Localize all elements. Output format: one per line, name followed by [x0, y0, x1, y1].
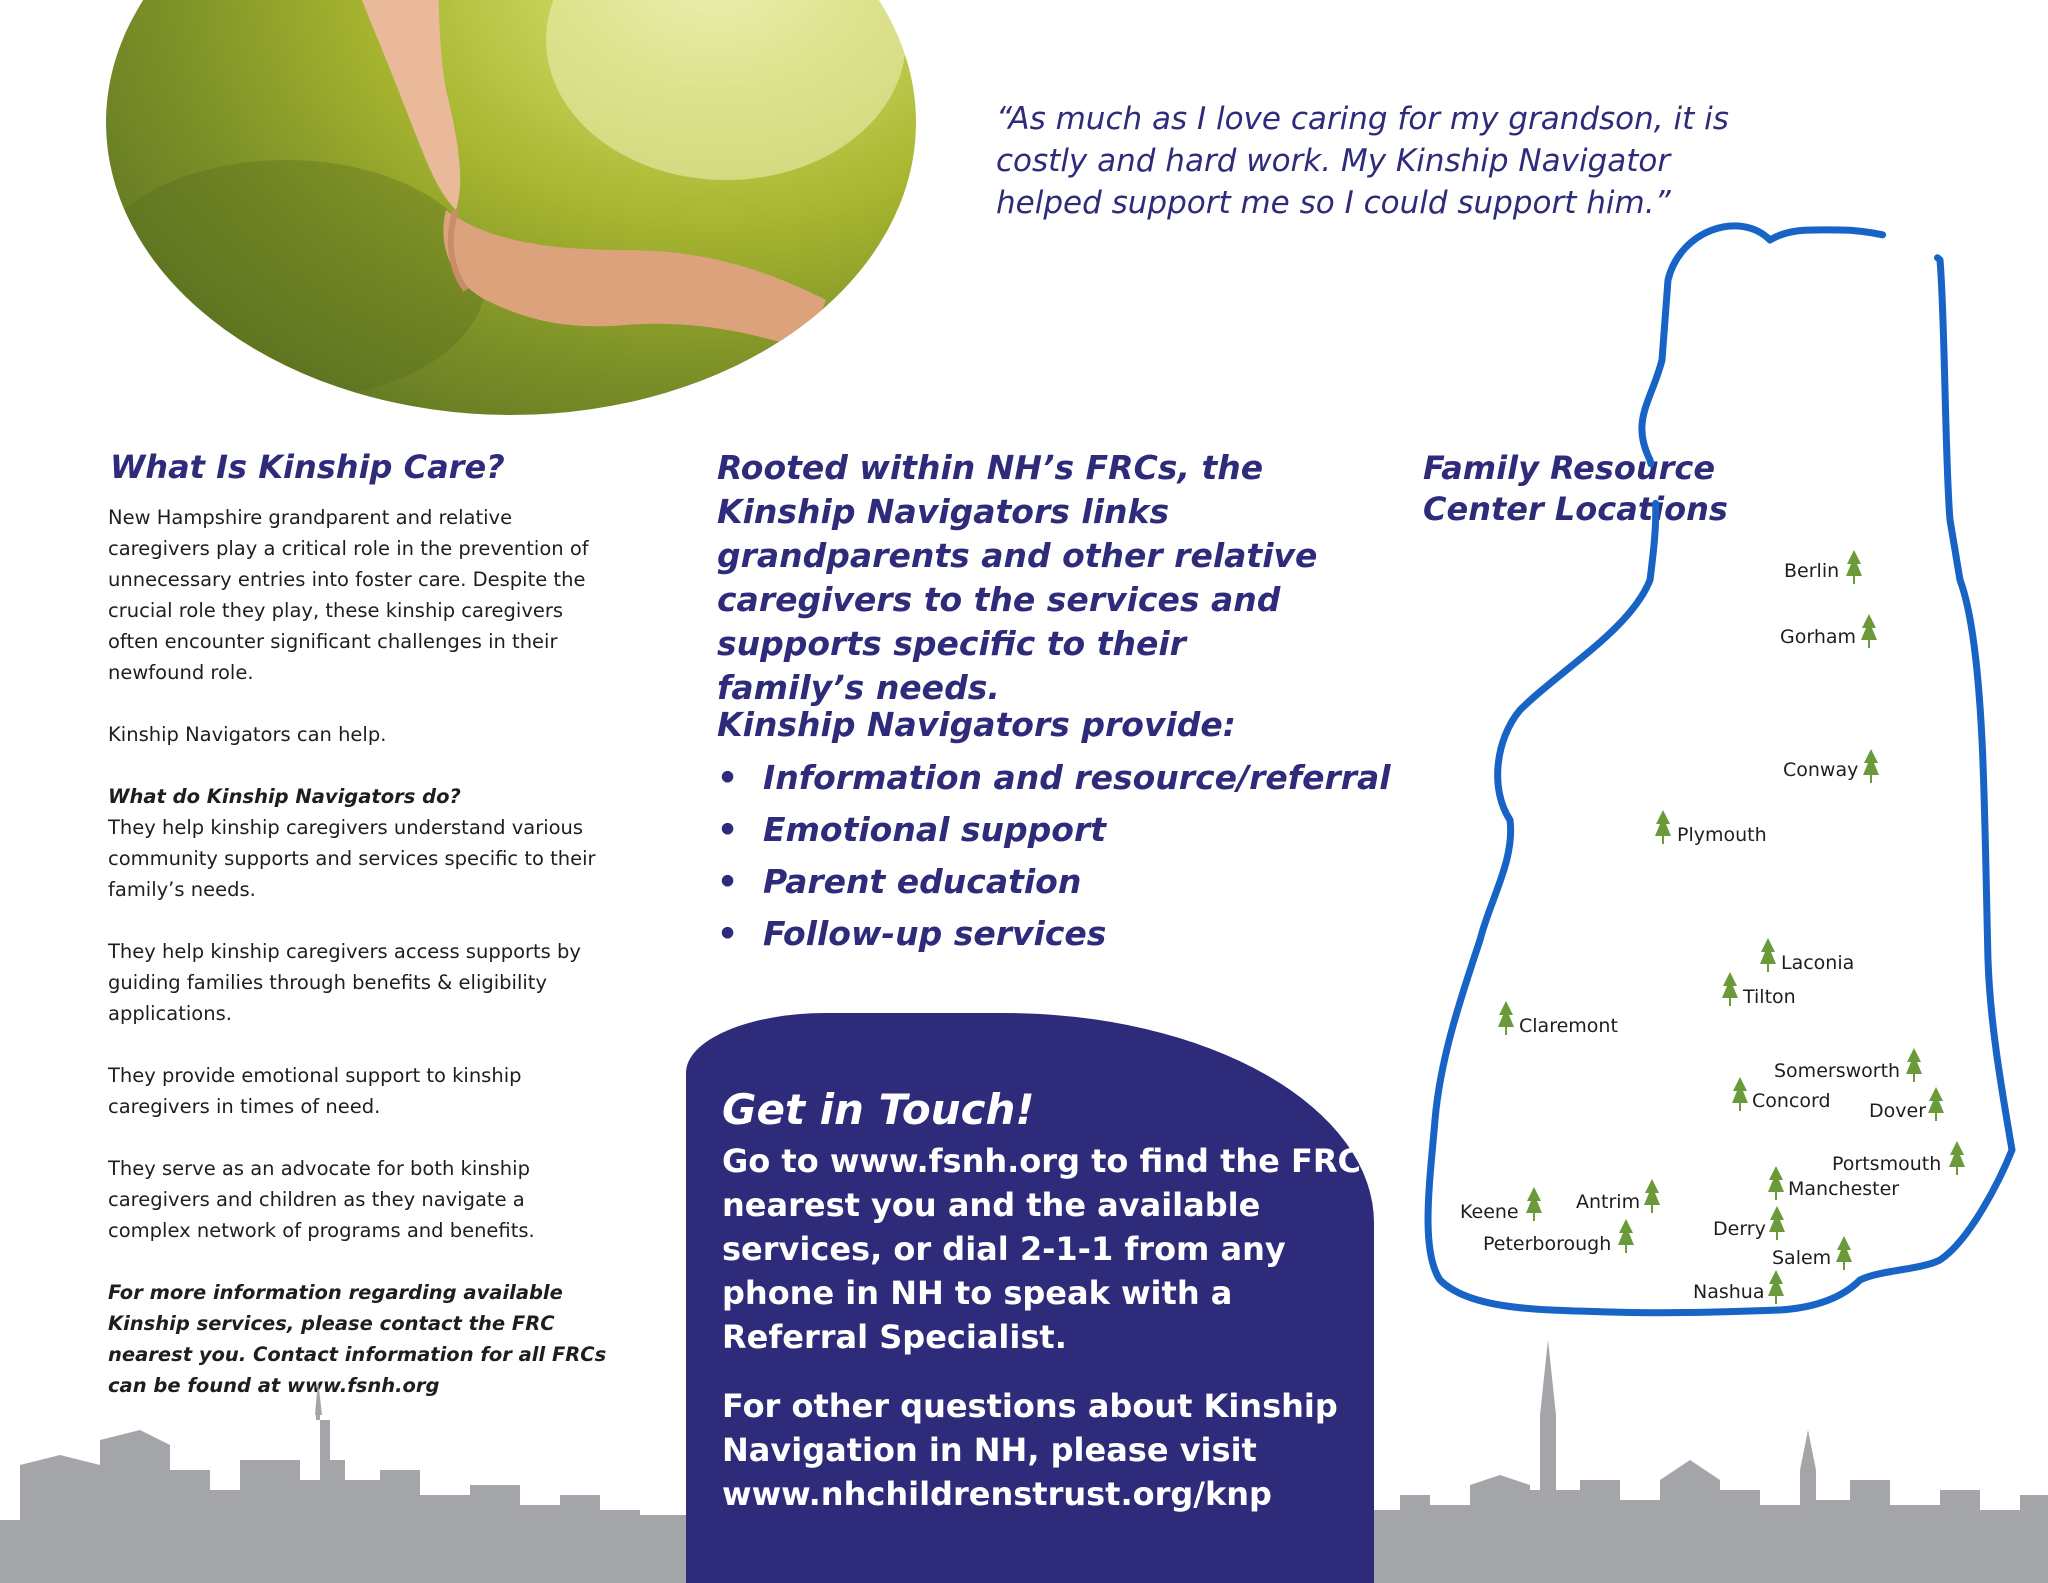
city-label-tilton: Tilton — [1743, 986, 1796, 1008]
city-label-salem: Salem — [1772, 1247, 1832, 1269]
tree-icon — [1525, 1187, 1543, 1221]
tree-icon — [1927, 1087, 1945, 1121]
list-item: • Emotional support — [717, 804, 1391, 856]
tree-icon — [1768, 1206, 1786, 1240]
tree-icon — [1835, 1236, 1853, 1270]
list-item: • Information and resource/referral — [717, 752, 1391, 804]
navigators-intro: Rooted within NH’s FRCs, the Kinship Navigators links grandparents and other relative caregivers to the services and supports specific to their family’s needs. — [717, 448, 1318, 707]
city-label-manchester: Manchester — [1788, 1178, 1900, 1200]
city-label-plymouth: Plymouth — [1677, 824, 1767, 846]
tree-icon — [1497, 1001, 1515, 1035]
other-questions-text: For other questions about Kinship Navigation in NH, please visit www.nhchildrenstrust.org/knp — [722, 1387, 1338, 1513]
tree-icon — [1860, 614, 1878, 648]
city-label-peterborough: Peterborough — [1483, 1233, 1612, 1255]
tree-icon — [1845, 550, 1863, 584]
question-heading: What do Kinship Navigators do? — [108, 785, 461, 808]
tree-icon — [1767, 1166, 1785, 1200]
city-label-berlin: Berlin — [1784, 560, 1840, 582]
kinship-care-heading: What Is Kinship Care? — [110, 448, 505, 486]
tree-icon — [1617, 1219, 1635, 1253]
tree-icon — [1759, 938, 1777, 972]
paragraph-advocate: They serve as an advocate for both kinship caregivers and children as they navigate a complex network of programs and benefits. — [108, 1157, 535, 1242]
testimonial-quote: “As much as I love caring for my grandson, it is costly and hard work. My Kinship Navigator helped support me so I could support him.” — [996, 101, 1729, 221]
tree-icon — [1767, 1270, 1785, 1304]
hands-photo — [106, 0, 916, 415]
tree-icon — [1731, 1077, 1749, 1111]
paragraph-understand: They help kinship caregivers understand various community supports and services specific to their family’s needs. — [108, 816, 596, 901]
list-item: • Follow-up services — [717, 908, 1391, 960]
city-label-somersworth: Somersworth — [1774, 1060, 1901, 1082]
city-label-gorham: Gorham — [1780, 626, 1857, 648]
tree-icon — [1905, 1048, 1923, 1082]
more-info-note: For more information regarding available Kinship services, please contact the FRC nearest you. Contact information for all FRCs can be found at www.fsnh.org — [108, 1281, 607, 1397]
city-label-antrim: Antrim — [1576, 1191, 1641, 1213]
list-item: • Parent education — [717, 856, 1391, 908]
get-in-touch-title: Get in Touch! — [722, 1085, 1035, 1134]
city-label-nashua: Nashua — [1693, 1281, 1765, 1303]
get-in-touch-body: Go to www.fsnh.org to find the FRC nearest you and the available services, or dial 2-1-1 from any phone in NH to speak with a Referral Specialist. — [722, 1142, 1361, 1356]
paragraph-access: They help kinship caregivers access supports by guiding families through benefits & eligibility applications. — [108, 940, 581, 1025]
city-label-derry: Derry — [1713, 1218, 1766, 1240]
city-label-claremont: Claremont — [1519, 1015, 1618, 1037]
city-label-concord: Concord — [1752, 1090, 1831, 1112]
map-heading: Family Resource Center Locations — [1423, 449, 1728, 528]
city-label-conway: Conway — [1783, 759, 1859, 781]
city-label-dover: Dover — [1869, 1100, 1926, 1122]
city-label-portsmouth: Portsmouth — [1832, 1153, 1942, 1175]
kinship-care-text — [108, 502, 608, 1432]
city-label-keene: Keene — [1460, 1201, 1519, 1223]
provides-heading: Kinship Navigators provide: — [717, 705, 1236, 744]
tree-icon — [1643, 1179, 1661, 1213]
city-label-laconia: Laconia — [1781, 952, 1855, 974]
intro-paragraph: New Hampshire grandparent and relative caregivers play a critical role in the prevention of unnecessary entries into foster care. Despite the crucial role they play, these kinship caregivers often encounter significant challenges in their newfound role. — [108, 506, 589, 684]
help-statement: Kinship Navigators can help. — [108, 723, 387, 746]
tree-icon — [1654, 810, 1672, 844]
paragraph-emotional: They provide emotional support to kinship caregivers in times of need. — [108, 1064, 522, 1118]
tree-icon — [1862, 749, 1880, 783]
provides-list — [717, 752, 1391, 960]
tree-icon — [1721, 972, 1739, 1006]
tree-icon — [1948, 1141, 1966, 1175]
